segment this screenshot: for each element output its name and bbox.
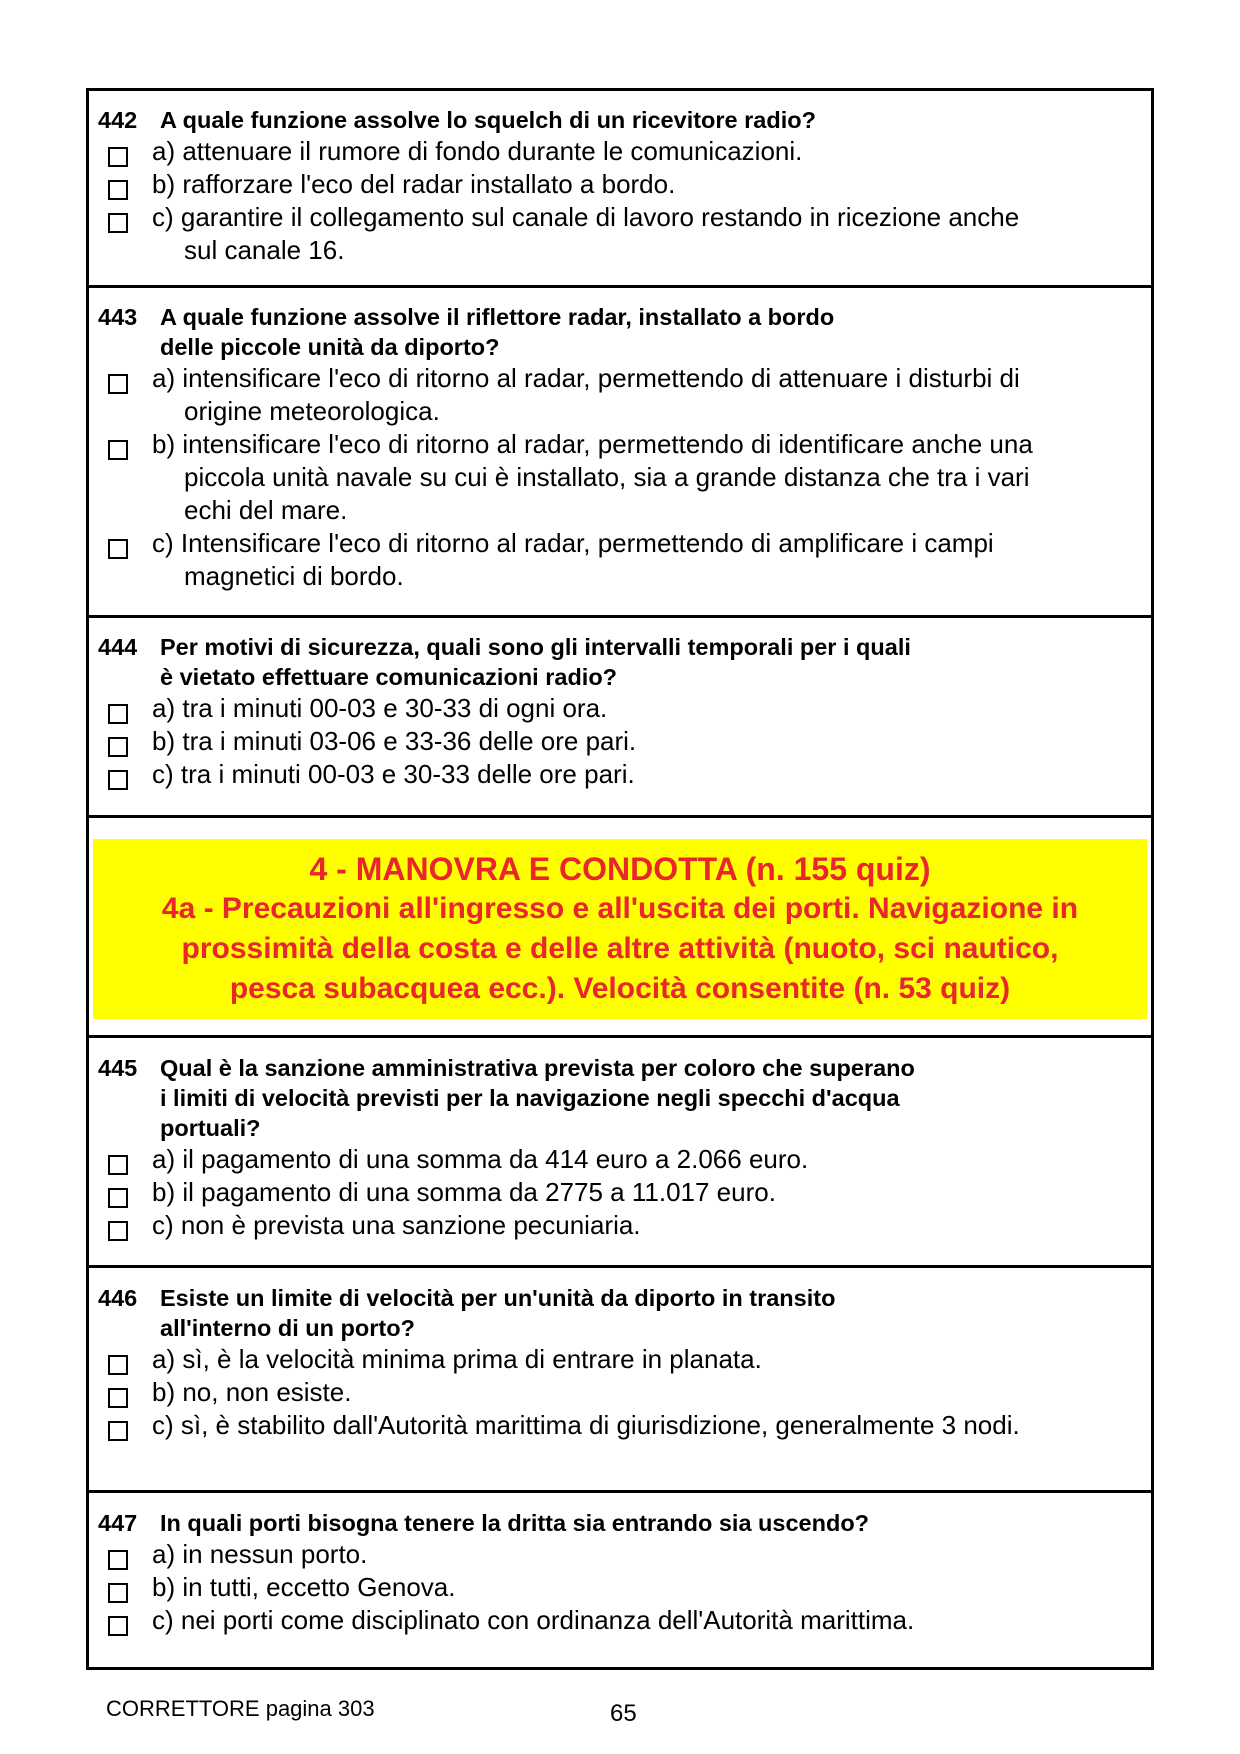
question-text: A quale funzione assolve lo squelch di un ricevitore radio? bbox=[160, 107, 816, 133]
question-text: A quale funzione assolve il riflettore radar, installato a bordo delle piccole unità da diporto? bbox=[160, 304, 835, 360]
section-title: 4 - MANOVRA E CONDOTTA (n. 155 quiz) bbox=[309, 851, 931, 887]
question-446 bbox=[89, 1283, 1151, 1442]
question-number: 443 bbox=[98, 304, 138, 330]
answer-option: b) tra i minuti 03-06 e 33-36 delle ore pari. bbox=[98, 725, 1141, 758]
answer-checkbox[interactable] bbox=[108, 180, 128, 200]
section-header bbox=[93, 839, 1147, 1019]
answer-option: a) tra i minuti 00-03 e 30-33 di ogni ora. bbox=[98, 692, 1141, 725]
divider bbox=[89, 1490, 1151, 1493]
divider bbox=[89, 285, 1151, 288]
answer-option: c) Intensificare l'eco di ritorno al radar, permettendo di amplificare i campi magnetici di bordo. bbox=[98, 527, 1141, 593]
answer-checkbox[interactable] bbox=[108, 1221, 128, 1241]
answer-option: b) intensificare l'eco di ritorno al radar, permettendo di identificare anche una piccola unità navale su cui è installato, sia a grande distanza che tra i vari echi del mare. bbox=[98, 428, 1141, 527]
question-number: 447 bbox=[98, 1510, 138, 1536]
question-number: 446 bbox=[98, 1285, 138, 1311]
answer-option: c) nei porti come disciplinato con ordinanza dell'Autorità marittima. bbox=[98, 1604, 1141, 1637]
question-445 bbox=[89, 1053, 1151, 1242]
question-number: 442 bbox=[98, 107, 138, 133]
answer-checkbox[interactable] bbox=[108, 440, 128, 460]
answer-checkbox[interactable] bbox=[108, 147, 128, 167]
answer-option: c) tra i minuti 00-03 e 30-33 delle ore pari. bbox=[98, 758, 1141, 791]
answer-checkbox[interactable] bbox=[108, 213, 128, 233]
question-text: Qual è la sanzione amministrativa prevista per coloro che superano i limiti di velocità previsti per la navigazione negli specchi d'acqua portuali? bbox=[160, 1055, 915, 1141]
question-number: 444 bbox=[98, 634, 138, 660]
footer-reference: CORRETTORE pagina 303 bbox=[106, 1696, 375, 1721]
section-subtitle: 4a - Precauzioni all'ingresso e all'uscita dei porti. Navigazione in prossimità della costa e delle altre attività (nuoto, sci nautico, pesca subacquea ecc.). Velocità consentite (n. 53 quiz) bbox=[161, 892, 1079, 1005]
question-number: 445 bbox=[98, 1055, 138, 1081]
page-number: 65 bbox=[610, 1700, 637, 1727]
answer-checkbox[interactable] bbox=[108, 704, 128, 724]
answer-option: a) intensificare l'eco di ritorno al radar, permettendo di attenuare i disturbi di origine meteorologica. bbox=[98, 362, 1141, 428]
answer-checkbox[interactable] bbox=[108, 1355, 128, 1375]
divider bbox=[89, 615, 1151, 618]
answer-option: b) in tutti, eccetto Genova. bbox=[98, 1571, 1141, 1604]
answer-checkbox[interactable] bbox=[108, 1616, 128, 1636]
answer-checkbox[interactable] bbox=[108, 770, 128, 790]
answer-checkbox[interactable] bbox=[108, 1388, 128, 1408]
answer-checkbox[interactable] bbox=[108, 1421, 128, 1441]
question-442 bbox=[89, 105, 1151, 267]
question-text: Per motivi di sicurezza, quali sono gli intervalli temporali per i quali è vietato effettuare comunicazioni radio? bbox=[160, 634, 911, 690]
question-443 bbox=[89, 302, 1151, 593]
question-text: Esiste un limite di velocità per un'unità da diporto in transito all'interno di un porto? bbox=[160, 1285, 836, 1341]
question-text: In quali porti bisogna tenere la dritta sia entrando sia uscendo? bbox=[160, 1510, 870, 1536]
answer-checkbox[interactable] bbox=[108, 1188, 128, 1208]
answer-option: c) sì, è stabilito dall'Autorità marittima di giurisdizione, generalmente 3 nodi. bbox=[98, 1409, 1141, 1442]
answer-option: a) attenuare il rumore di fondo durante le comunicazioni. bbox=[98, 135, 1141, 168]
answer-checkbox[interactable] bbox=[108, 1155, 128, 1175]
answer-option: c) non è prevista una sanzione pecuniaria. bbox=[98, 1209, 1141, 1242]
answer-checkbox[interactable] bbox=[108, 737, 128, 757]
answer-option: a) in nessun porto. bbox=[98, 1538, 1141, 1571]
answer-checkbox[interactable] bbox=[108, 539, 128, 559]
answer-option: a) il pagamento di una somma da 414 euro a 2.066 euro. bbox=[98, 1143, 1141, 1176]
answer-checkbox[interactable] bbox=[108, 1583, 128, 1603]
question-447 bbox=[89, 1508, 1151, 1637]
answer-checkbox[interactable] bbox=[108, 374, 128, 394]
quiz-frame bbox=[86, 88, 1154, 1670]
question-444 bbox=[89, 632, 1151, 791]
divider bbox=[89, 1265, 1151, 1268]
divider bbox=[89, 1035, 1151, 1038]
answer-option: b) no, non esiste. bbox=[98, 1376, 1141, 1409]
answer-option: b) rafforzare l'eco del radar installato a bordo. bbox=[98, 168, 1141, 201]
divider bbox=[89, 815, 1151, 818]
answer-checkbox[interactable] bbox=[108, 1550, 128, 1570]
answer-option: c) garantire il collegamento sul canale di lavoro restando in ricezione anche sul canale 16. bbox=[98, 201, 1141, 267]
answer-option: b) il pagamento di una somma da 2775 a 11.017 euro. bbox=[98, 1176, 1141, 1209]
answer-option: a) sì, è la velocità minima prima di entrare in planata. bbox=[98, 1343, 1141, 1376]
